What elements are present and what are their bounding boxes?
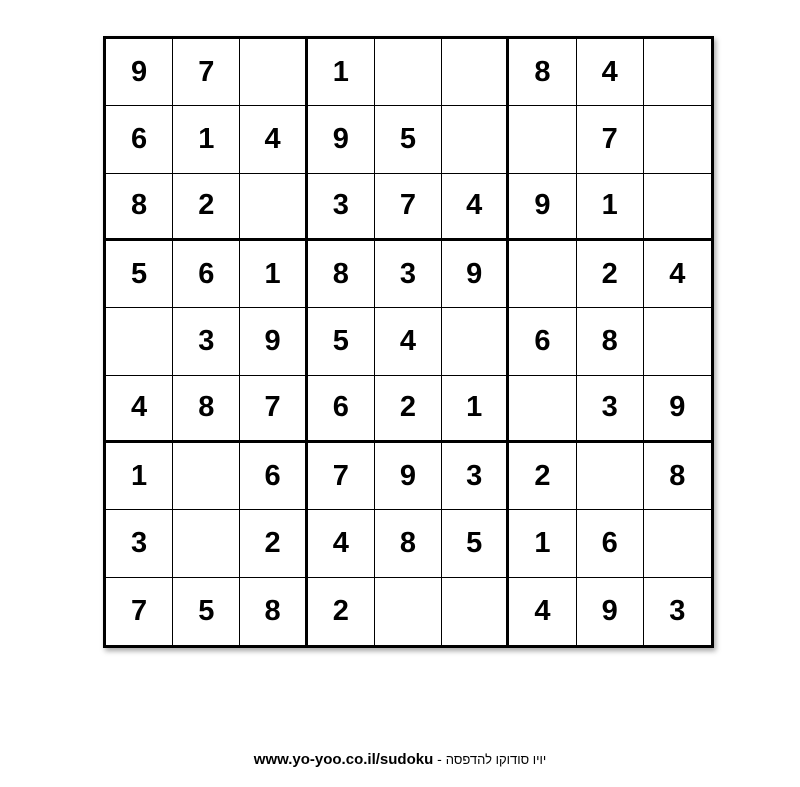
sudoku-cell[interactable]: 1: [442, 376, 509, 443]
footer-separator: -: [433, 751, 446, 767]
sudoku-cell[interactable]: 6: [577, 510, 644, 577]
sudoku-cell[interactable]: 9: [106, 39, 173, 106]
sudoku-cell[interactable]: 1: [509, 510, 576, 577]
sudoku-cell[interactable]: 7: [173, 39, 240, 106]
sudoku-cell[interactable]: 1: [577, 174, 644, 241]
sudoku-cell[interactable]: 8: [240, 578, 307, 645]
sudoku-cell[interactable]: [644, 510, 711, 577]
sudoku-cell[interactable]: [173, 510, 240, 577]
sudoku-cell[interactable]: [375, 578, 442, 645]
sudoku-cell[interactable]: 1: [106, 443, 173, 510]
sudoku-cell[interactable]: 5: [375, 106, 442, 173]
sudoku-cell[interactable]: 3: [577, 376, 644, 443]
sudoku-cell[interactable]: 1: [173, 106, 240, 173]
footer-site-link[interactable]: www.yo-yoo.co.il/sudoku: [253, 751, 434, 768]
sudoku-board: [103, 36, 714, 648]
sudoku-cell[interactable]: [644, 174, 711, 241]
footer-tagline: יויו סודוקו להדפסה: [445, 752, 547, 767]
sudoku-cell[interactable]: 9: [375, 443, 442, 510]
sudoku-cell[interactable]: [577, 443, 644, 510]
sudoku-cell[interactable]: 8: [173, 376, 240, 443]
sudoku-cell[interactable]: [509, 241, 576, 308]
sudoku-cell[interactable]: 6: [308, 376, 375, 443]
sudoku-cell[interactable]: 7: [308, 443, 375, 510]
sudoku-cell[interactable]: 9: [644, 376, 711, 443]
sudoku-cell[interactable]: 6: [509, 308, 576, 375]
sudoku-cell[interactable]: 5: [173, 578, 240, 645]
sudoku-cell[interactable]: 4: [240, 106, 307, 173]
sudoku-cell[interactable]: 2: [173, 174, 240, 241]
sudoku-cell[interactable]: 9: [577, 578, 644, 645]
sudoku-cell[interactable]: [509, 376, 576, 443]
sudoku-cell[interactable]: 4: [442, 174, 509, 241]
footer: [0, 751, 800, 768]
sudoku-cell[interactable]: 4: [509, 578, 576, 645]
sudoku-cell[interactable]: 5: [106, 241, 173, 308]
sudoku-cell[interactable]: 7: [106, 578, 173, 645]
sudoku-cell[interactable]: 3: [669, 594, 686, 627]
sudoku-cell[interactable]: 3: [375, 241, 442, 308]
sudoku-cell[interactable]: 2: [240, 510, 307, 577]
sudoku-cell[interactable]: 9: [240, 308, 307, 375]
sudoku-cell[interactable]: 8: [509, 39, 576, 106]
sudoku-cell[interactable]: 3: [442, 443, 509, 510]
sudoku-cell[interactable]: 2: [308, 578, 375, 645]
sudoku-cell[interactable]: 9: [442, 241, 509, 308]
sudoku-cell[interactable]: 8: [577, 308, 644, 375]
sudoku-cell[interactable]: 9: [308, 106, 375, 173]
sudoku-cell[interactable]: [240, 39, 307, 106]
sudoku-cell[interactable]: [442, 39, 509, 106]
sudoku-cell[interactable]: 4: [106, 376, 173, 443]
sudoku-cell[interactable]: [644, 106, 711, 173]
sudoku-cell[interactable]: 5: [308, 308, 375, 375]
sudoku-cell[interactable]: 4: [577, 39, 644, 106]
sudoku-cell[interactable]: [240, 174, 307, 241]
sudoku-cell[interactable]: 6: [173, 241, 240, 308]
sudoku-cell[interactable]: [442, 578, 509, 645]
sudoku-cell[interactable]: 9: [509, 174, 576, 241]
sudoku-cell[interactable]: 2: [509, 443, 576, 510]
sudoku-cell[interactable]: 4: [308, 510, 375, 577]
sudoku-cell[interactable]: 8: [308, 241, 375, 308]
sudoku-cell[interactable]: [106, 308, 173, 375]
sudoku-cell[interactable]: 1: [240, 241, 307, 308]
sudoku-cell[interactable]: 5: [442, 510, 509, 577]
sudoku-cell[interactable]: [644, 39, 711, 106]
sudoku-cell[interactable]: 4: [644, 241, 711, 308]
sudoku-cell[interactable]: [509, 106, 576, 173]
sudoku-cell[interactable]: 4: [375, 308, 442, 375]
sudoku-cell[interactable]: 3: [106, 510, 173, 577]
sudoku-cell[interactable]: [442, 308, 509, 375]
sudoku-cell[interactable]: 7: [375, 174, 442, 241]
sudoku-cell[interactable]: 7: [577, 106, 644, 173]
sudoku-cell[interactable]: 8: [106, 174, 173, 241]
sudoku-cell[interactable]: 2: [577, 241, 644, 308]
sudoku-cell[interactable]: [644, 308, 711, 375]
sudoku-cell[interactable]: 3: [173, 308, 240, 375]
sudoku-cell[interactable]: 6: [240, 443, 307, 510]
sudoku-cell[interactable]: [375, 39, 442, 106]
sudoku-cell[interactable]: [173, 443, 240, 510]
sudoku-cell[interactable]: 1: [308, 39, 375, 106]
sudoku-cell[interactable]: 8: [644, 443, 711, 510]
sudoku-cell[interactable]: [442, 106, 509, 173]
sudoku-cell[interactable]: 2: [375, 376, 442, 443]
sudoku-cell[interactable]: 3: [308, 174, 375, 241]
sudoku-cell[interactable]: 7: [240, 376, 307, 443]
sudoku-cell[interactable]: 6: [106, 106, 173, 173]
sudoku-cell[interactable]: 8: [375, 510, 442, 577]
